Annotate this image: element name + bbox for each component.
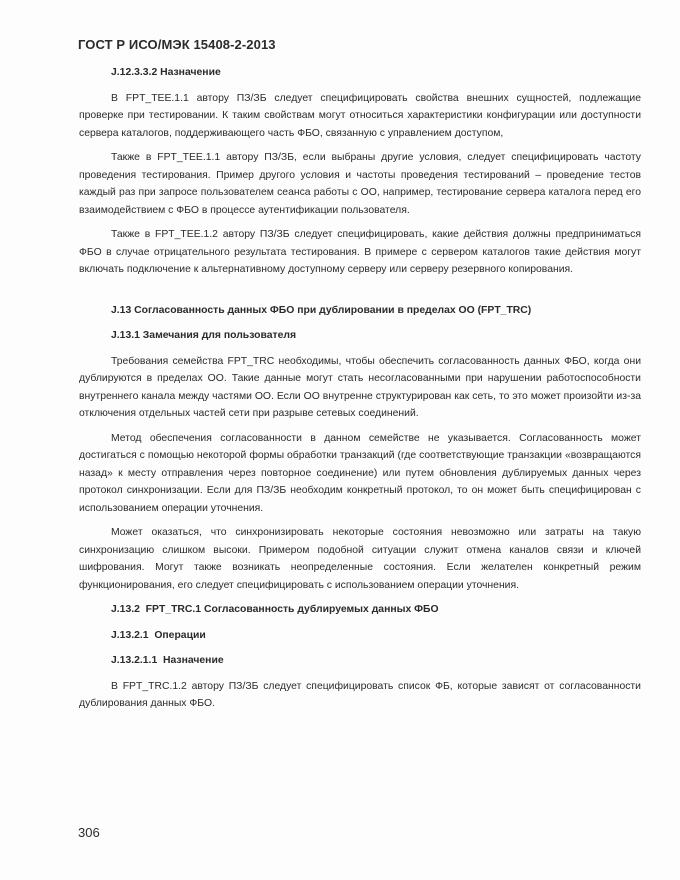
section-heading: J.13.1 Замечания для пользователя <box>111 330 297 341</box>
section-heading: J.13 Согласованность данных ФБО при дублировании в пределах ОО (FPT_TRC) <box>111 304 532 316</box>
paragraph: Может оказаться, что синхронизировать некоторые состояния невозможно или затраты на такую синхронизацию слишком высоки. Примером подобной ситуации служит отмена каналов связи и ключей шифрования. Могут также возникать неопределенные состояния. Если желателен конкретный режим функционирования, его следует специфицировать с использованием операции уточнения. <box>79 527 641 591</box>
section-heading: J.13.2.1 Операции <box>111 629 206 641</box>
paragraph: В FPT_TRC.1.2 автору ПЗ/ЗБ следует специфицировать список ФБ, которые зависят от согласованности дублирования данных ФБО. <box>79 680 641 709</box>
paragraph: В FPT_TEE.1.1 автору ПЗ/ЗБ следует специфицировать свойства внешних сущностей, подлежащие проверке при тестировании. К таким свойствам могут относиться характеристики конфигурации или доступности сервера каталогов, поддерживающего часть ФБО, связанную с управлением доступом, <box>79 92 641 139</box>
paragraph: Метод обеспечения согласованности в данном семействе не указывается. Согласованность может достигаться с помощью некоторой формы обработки транзакций (где соответствующие транзакции «возвращаются назад» к месту отправления через повторное соединение) или путем обновления дублируемых данных через протокол синхронизации. Если для ПЗ/ЗБ необходим конкретный протокол, то он может быть специфицирован с использованием операции уточнения. <box>79 432 641 514</box>
paragraph: Также в FPT_TEE.1.2 автору ПЗ/ЗБ следует специфицировать, какие действия должны предприниматься ФБО в случае отрицательного результата тестирования. В примере с сервером каталогов такие действия могут включать подключение к альтернативному доступному серверу или серверу резервного копирования. <box>79 229 641 275</box>
spacer <box>79 286 641 296</box>
page-content <box>79 58 641 720</box>
section-heading: J.13.2 FPT_TRC.1 Согласованность дублируемых данных ФБО <box>111 604 439 615</box>
page-number: 306 <box>78 825 100 840</box>
section-heading: J.12.3.3.2 Назначение <box>111 67 221 78</box>
document-header: ГОСТ Р ИСО/МЭК 15408-2-2013 <box>78 37 276 52</box>
paragraph: Также в FPT_TEE.1.1 автору ПЗ/ЗБ, если выбраны другие условия, следует специфицировать частоту проведения тестирования. Пример другого условия и частоты проведения тестирований – проведение тестов каждый раз при запросе пользователем сеанса работы с ОО, например, тестирование сервера каталога перед его взаимодействием с ФБО в процессе аутентификации пользователя. <box>79 152 641 216</box>
paragraph: Требования семейства FPT_TRC необходимы, чтобы обеспечить согласованность данных ФБО, когда они дублируются в пределах ОО. Такие данные могут стать несогласованными при нарушении работоспособности внутреннего канала между частями ОО. Если ОО внутренне структурирован как сеть, то это может произойти из-за отключения отдельных частей сети при разрыве сетевых соединений. <box>79 355 641 419</box>
section-heading: J.13.2.1.1 Назначение <box>111 655 224 666</box>
